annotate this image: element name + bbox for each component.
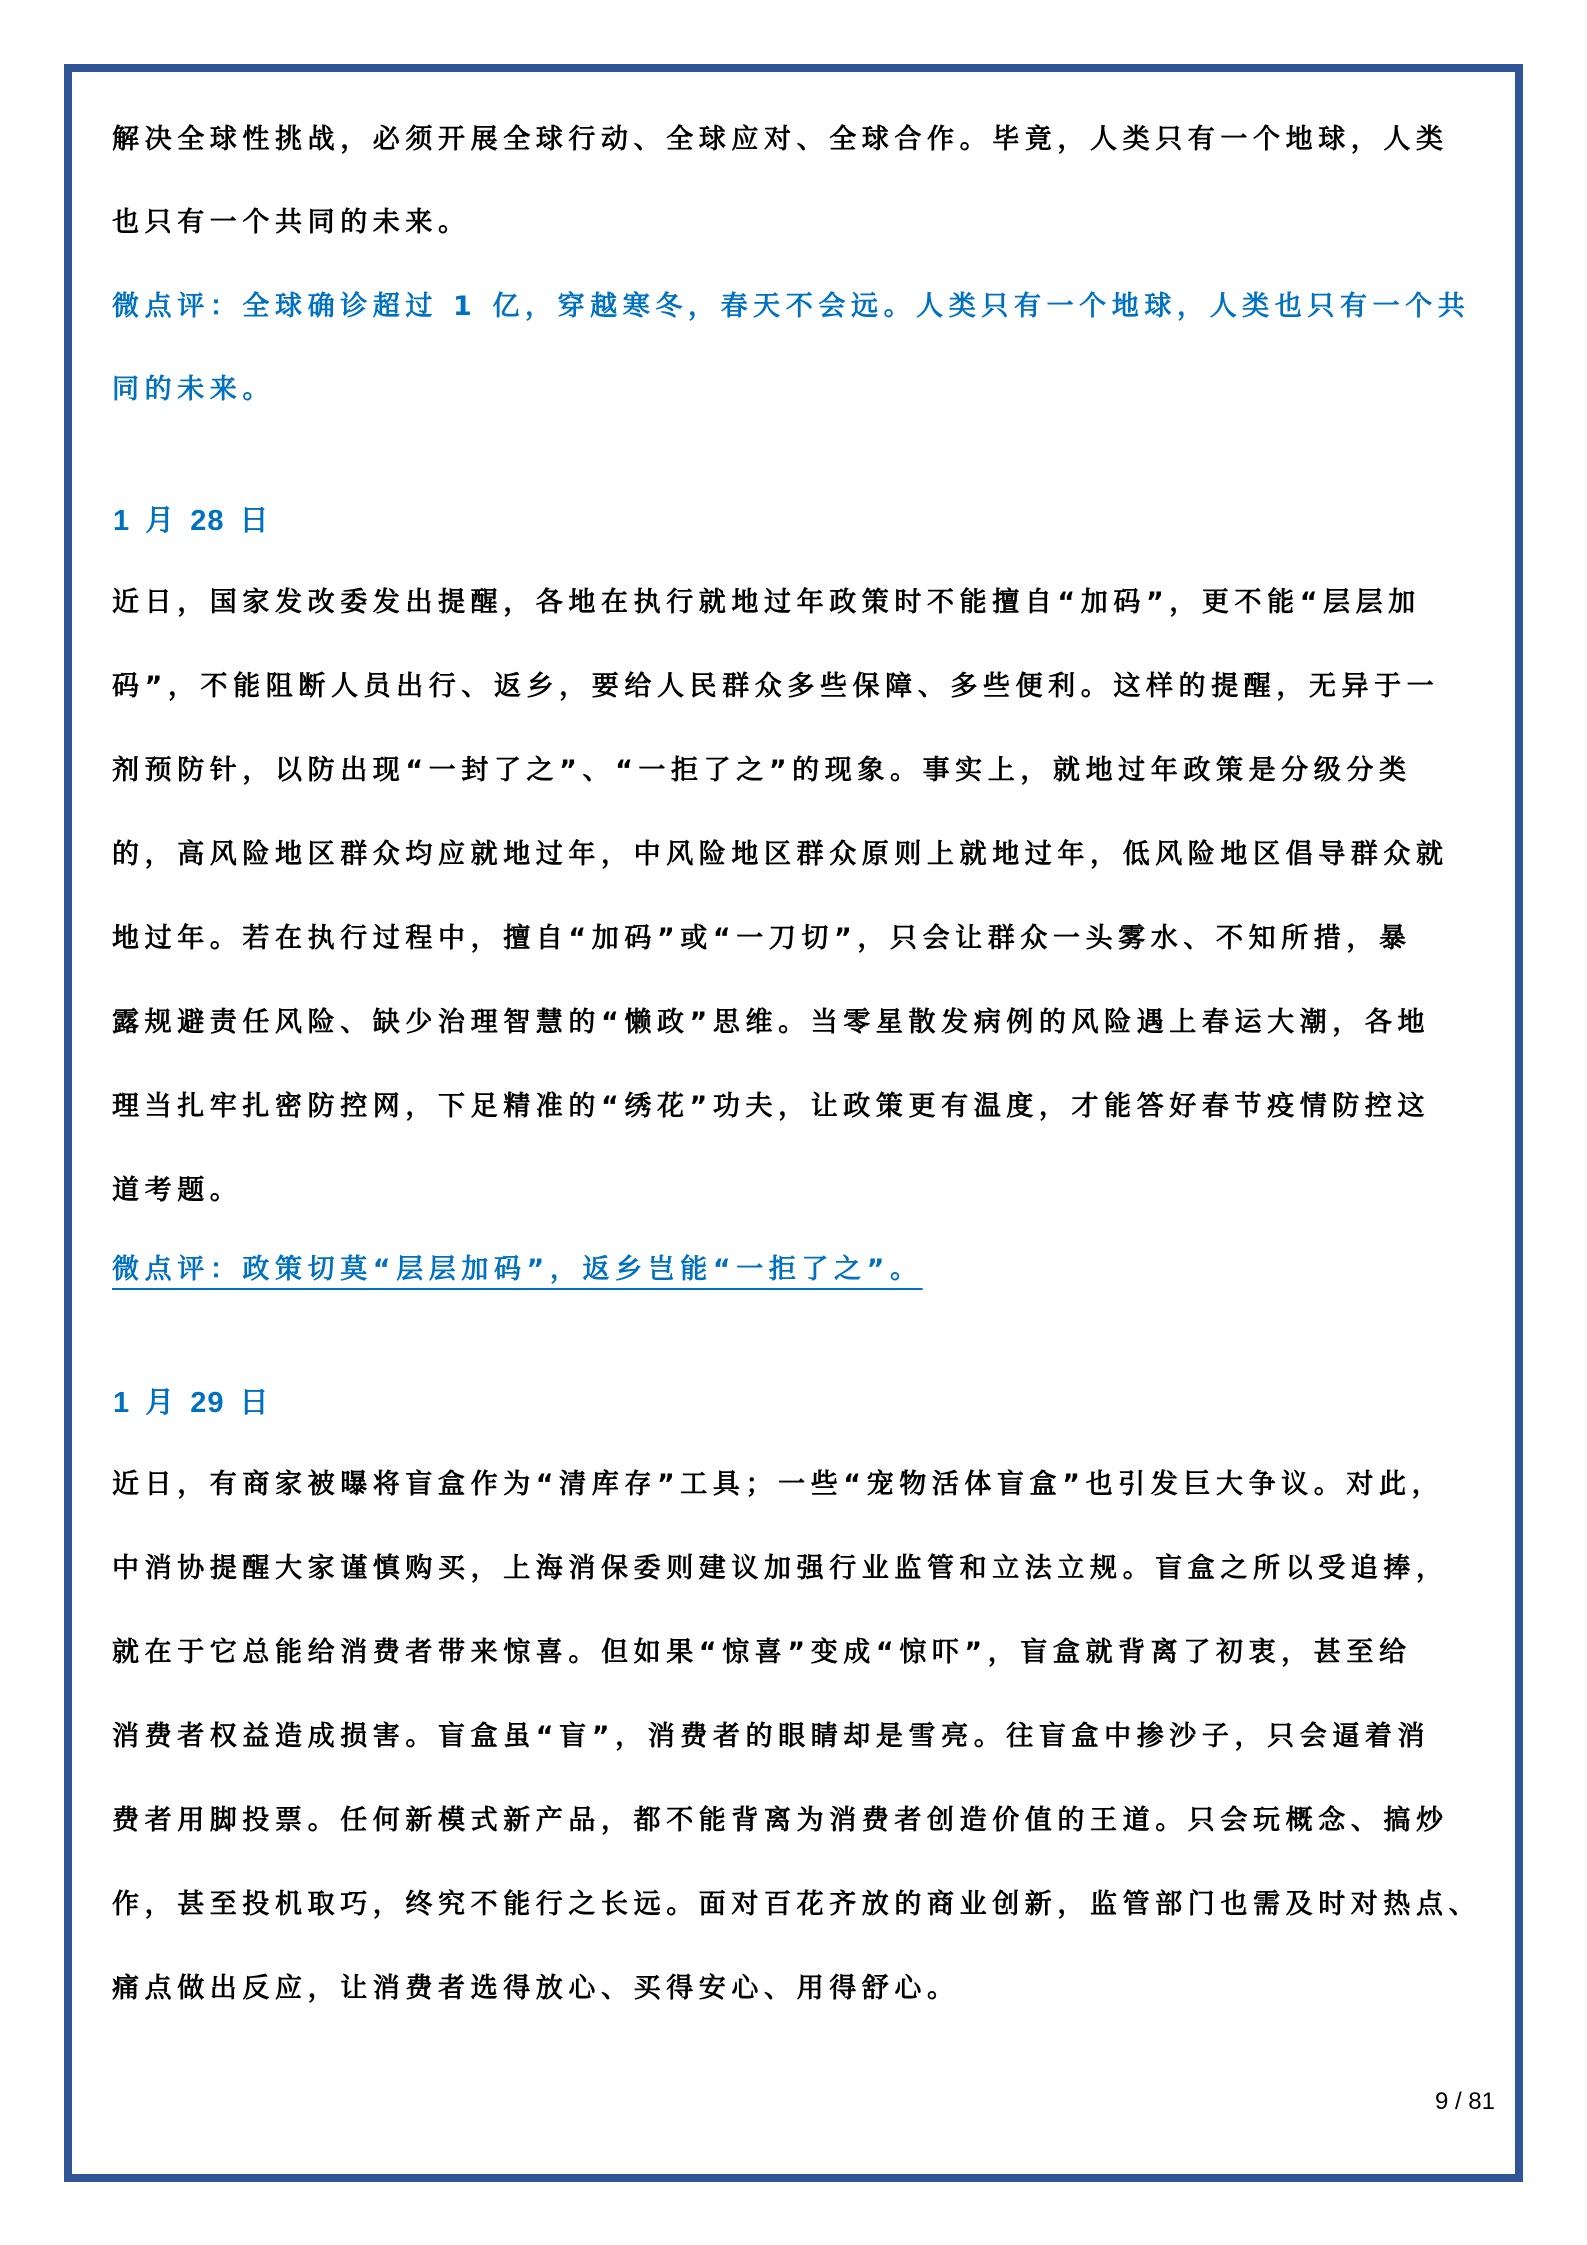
body-text-line: 的，高风险地区群众均应就地过年，中风险地区群众原则上就地过年，低风险地区倡导群众就 bbox=[112, 839, 1449, 870]
body-text-line: 地过年。若在执行过程中，擅自“加码”或“一刀切”，只会让群众一头雾水、不知所措，暴 bbox=[112, 923, 1412, 954]
body-text-line: 消费者权益造成损害。盲盒虽“盲”，消费者的眼睛却是雪亮。往盲盒中掺沙子，只会逼着消 bbox=[112, 1721, 1431, 1752]
comment-line: 同的未来。 bbox=[112, 374, 275, 405]
body-text-line: 中消协提醒大家谨慎购买，上海消保委则建议加强行业监管和立法立规。盲盒之所以受追捧， bbox=[112, 1553, 1449, 1584]
body-text-line: 码”，不能阻断人员出行、返乡，要给人民群众多些保障、多些便利。这样的提醒，无异于一 bbox=[112, 671, 1440, 702]
body-text-line: 露规避责任风险、缺少治理智慧的“懒政”思维。当零星散发病例的风险遇上春运大潮，各地 bbox=[112, 1007, 1431, 1038]
body-text-line: 近日，有商家被曝将盲盒作为“清库存”工具；一些“宠物活体盲盒”也引发巨大争议。对此， bbox=[112, 1469, 1445, 1500]
body-text-line: 近日，国家发改委发出提醒，各地在执行就地过年政策时不能擅自“加码”，更不能“层层加 bbox=[112, 587, 1421, 618]
body-text-line: 痛点做出反应，让消费者选得放心、买得安心、用得舒心。 bbox=[112, 1973, 960, 2004]
comment-line: 微点评：全球确诊超过 1 亿，穿越寒冬，春天不会远。人类只有一个地球，人类也只有一个共 bbox=[112, 291, 1471, 322]
body-text-line: 费者用脚投票。任何新模式新产品，都不能背离为消费者创造价值的王道。只会玩概念、搞炒 bbox=[112, 1805, 1449, 1836]
body-text-line: 理当扎牢扎密防控网，下足精准的“绣花”功夫，让政策更有温度，才能答好春节疫情防控这 bbox=[112, 1091, 1431, 1122]
body-text-line: 解决全球性挑战，必须开展全球行动、全球应对、全球合作。毕竟，人类只有一个地球，人类 bbox=[112, 124, 1449, 155]
body-text-line: 就在于它总能给消费者带来惊喜。但如果“惊喜”变成“惊吓”，盲盒就背离了初衷，甚至给 bbox=[112, 1637, 1412, 1668]
body-text-line: 道考题。 bbox=[112, 1175, 243, 1206]
page-number: 9 / 81 bbox=[1434, 2088, 1495, 2115]
body-text-line: 剂预防针，以防出现“一封了之”、“一拒了之”的现象。事实上，就地过年政策是分级分类 bbox=[112, 755, 1412, 786]
comment-link[interactable]: 微点评：政策切莫“层层加码”，返乡岂能“一拒了之”。 bbox=[112, 1254, 923, 1285]
body-text-line: 作，甚至投机取巧，终究不能行之长远。面对百花齐放的商业创新，监管部门也需及时对热点、 bbox=[112, 1889, 1482, 1920]
date-heading: 1 月 28 日 bbox=[113, 505, 270, 537]
body-text-line: 也只有一个共同的未来。 bbox=[112, 207, 471, 238]
date-heading: 1 月 29 日 bbox=[113, 1387, 270, 1419]
